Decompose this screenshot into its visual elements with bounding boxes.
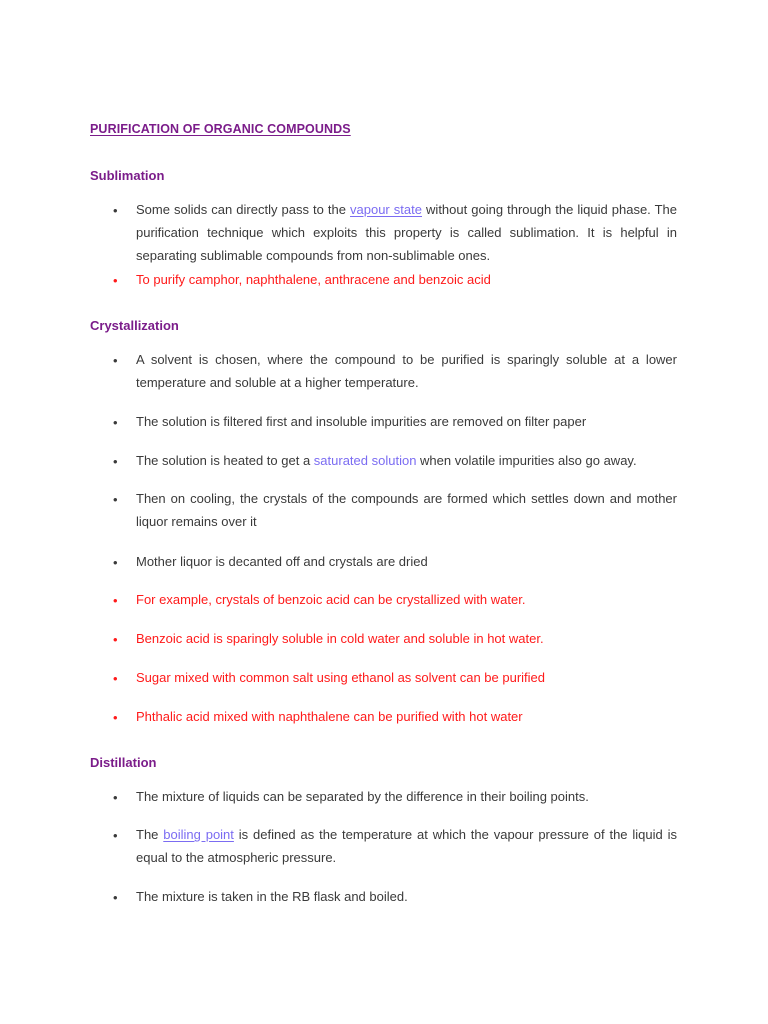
list-item-distillation-2 <box>136 823 677 869</box>
list-item-crystallization-8: Sugar mixed with common salt using ethanol as solvent can be purified <box>136 670 545 685</box>
bullet-marker: • <box>113 555 118 570</box>
list-item-sublimation-2: To purify camphor, naphthalene, anthracene and benzoic acid <box>136 272 491 287</box>
bullet-marker: • <box>113 710 118 725</box>
text-segment: without going through the liquid phase. The purification technique which exploits this property is called sublimation. It is helpful in separating sublimable compounds from non-sublimable ones. <box>136 202 678 263</box>
boiling-point-link[interactable]: boiling point <box>163 827 234 842</box>
list-item-crystallization-2: The solution is filtered first and insoluble impurities are removed on filter paper <box>136 414 587 429</box>
text-segment: when volatile impurities also go away. <box>416 453 637 468</box>
list-item-distillation-3: The mixture is taken in the RB flask and boiled. <box>136 889 408 904</box>
bullet-marker: • <box>113 273 118 288</box>
bullet-marker: • <box>113 790 118 805</box>
list-item-distillation-1: The mixture of liquids can be separated by the difference in their boiling points. <box>136 789 589 804</box>
list-item-crystallization-5: Mother liquor is decanted off and crystals are dried <box>136 554 428 569</box>
vapour-state-link[interactable]: vapour state <box>350 202 422 217</box>
saturated-solution-link[interactable]: saturated solution <box>313 453 417 468</box>
list-item-crystallization-6: For example, crystals of benzoic acid can be crystallized with water. <box>136 592 526 607</box>
bullet-marker: • <box>113 203 118 218</box>
bullet-marker: • <box>113 415 118 430</box>
bullet-marker: • <box>113 353 118 368</box>
list-item-sublimation-1 <box>136 198 677 267</box>
text-segment: The solution is heated to get a <box>136 453 314 468</box>
list-item-crystallization-1: A solvent is chosen, where the compound to be purified is sparingly soluble at a lower temperature and soluble at a higher temperature. <box>136 352 677 390</box>
bullet-marker: • <box>113 890 118 905</box>
bullet-marker: • <box>113 632 118 647</box>
bullet-marker: • <box>113 671 118 686</box>
list-item-crystallization-7: Benzoic acid is sparingly soluble in cold water and soluble in hot water. <box>136 631 544 646</box>
text-segment: is defined as the temperature at which the vapour pressure of the liquid is equal to the atmospheric pressure. <box>136 827 677 865</box>
list-item-crystallization-3 <box>136 449 677 472</box>
bullet-marker: • <box>113 454 118 469</box>
bullet-marker: • <box>113 492 118 507</box>
document-title: PURIFICATION OF ORGANIC COMPOUNDS <box>90 122 351 136</box>
list-item-crystallization-9: Phthalic acid mixed with naphthalene can be purified with hot water <box>136 709 523 724</box>
section-heading-distillation: Distillation <box>90 755 157 770</box>
section-heading-sublimation: Sublimation <box>90 168 165 183</box>
list-item-crystallization-4: Then on cooling, the crystals of the compounds are formed which settles down and mother liquor remains over it <box>136 491 677 529</box>
text-segment: The <box>136 827 164 842</box>
section-heading-crystallization: Crystallization <box>90 318 179 333</box>
bullet-marker: • <box>113 828 118 843</box>
bullet-marker: • <box>113 593 118 608</box>
text-segment: Some solids can directly pass to the <box>136 202 351 217</box>
